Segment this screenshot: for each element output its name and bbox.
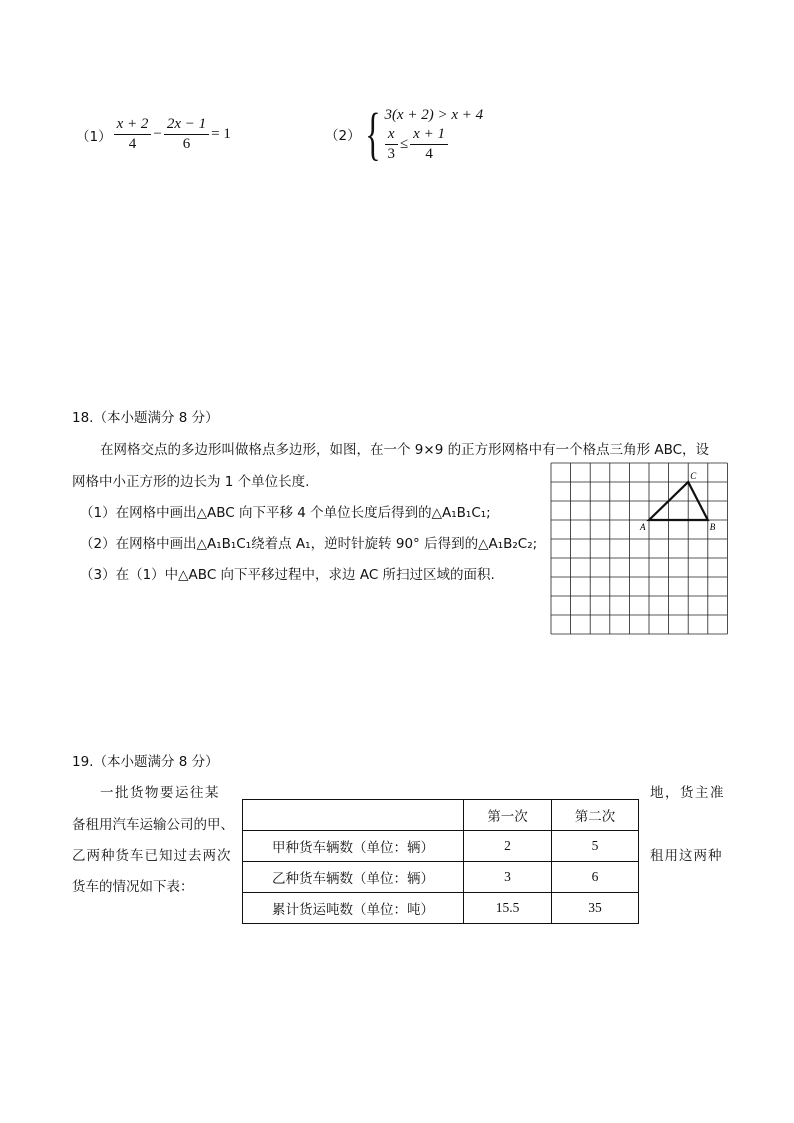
table-cell: 5 (552, 831, 639, 862)
table-cell: 15.5 (464, 893, 552, 924)
q17-part2-frac2-numerator: x + 1 (410, 126, 448, 145)
table-header-row (243, 800, 639, 831)
q17-part2-frac1-numerator: x (385, 126, 398, 145)
table-header-cell: 第二次 (552, 800, 639, 831)
table-cell: 35 (552, 893, 639, 924)
q18-item3: （3）在（1）中△ABC 向下平移过程中，求边 AC 所扫过区域的面积. (80, 567, 495, 583)
q17-part1-label: （1） (76, 128, 112, 145)
q17-part1-fraction1 (114, 116, 152, 153)
q18-item2: （2）在网格中画出△A₁B₁C₁绕着点 A₁，逆时针旋转 90° 后得到的△A₁B₂C₂; (80, 536, 538, 552)
q19-heading: 19.（本小题满分 8 分） (72, 754, 219, 770)
q19-line2-left: 备租用汽车运输公司的甲、 (72, 817, 234, 833)
vertex-label-c: C (690, 471, 697, 481)
q17-part1 (76, 116, 231, 153)
q17-part2-frac2-denominator: 4 (425, 146, 433, 162)
q17-part2-le: ≤ (399, 136, 409, 152)
table-cell: 累计货运吨数（单位：吨） (243, 893, 464, 924)
q19-line3-left: 乙两种货车已知过去两次 (72, 848, 232, 864)
q17-part1-frac1-numerator: x + 2 (114, 116, 152, 135)
q17-part2 (325, 100, 484, 166)
q17-part2-line2 (384, 126, 483, 163)
q17-part1-frac1-denominator: 4 (128, 136, 137, 152)
q18-heading: 18.（本小题满分 8 分） (72, 410, 219, 426)
vertex-label-a: A (640, 522, 646, 532)
q17-part1-rhs: = 1 (211, 126, 231, 142)
q18-intro-line2: 网格中小正方形的边长为 1 个单位长度. (72, 474, 310, 490)
q17-part2-label: （2） (325, 127, 361, 144)
table-row (243, 831, 639, 862)
q17-part2-frac-x-over-3 (384, 126, 398, 163)
table-cell: 3 (464, 862, 552, 893)
table-cell: 6 (552, 862, 639, 893)
q17-part1-fraction2 (164, 116, 209, 153)
q17-part2-brace: { (364, 100, 381, 166)
table-cell: 甲种货车辆数（单位：辆） (243, 831, 464, 862)
q17-part1-frac2-numerator: 2x − 1 (164, 116, 209, 135)
q17-part2-line1: 3(x + 2) > x + 4 (384, 107, 484, 123)
q18-item1: （1）在网格中画出△ABC 向下平移 4 个单位长度后得到的△A₁B₁C₁; (80, 505, 491, 521)
grid-lines (551, 463, 727, 634)
q17-part1-frac2-denominator: 6 (182, 136, 191, 152)
q17-part2-frac-x-plus-1-over-4 (410, 126, 448, 163)
q17-part2-frac1-denominator: 3 (387, 146, 395, 162)
table-header-cell: 第一次 (464, 800, 552, 831)
q17-part2-system (384, 104, 483, 163)
q19-line4-left: 货车的情况如下表： (72, 879, 194, 895)
q18-grid-figure (550, 462, 730, 635)
table-cell: 乙种货车辆数（单位：辆） (243, 862, 464, 893)
q19-line1-left: 一批货物要运往某 (100, 785, 220, 801)
table-row (243, 862, 639, 893)
q19-line1-right: 地，货主准 (650, 785, 725, 801)
table-header-cell (243, 800, 464, 831)
table-row (243, 893, 639, 924)
table-cell: 2 (464, 831, 552, 862)
q18-intro-line1: 在网格交点的多边形叫做格点多边形，如图，在一个 9×9 的正方形网格中有一个格点三角形 ABC，设 (100, 442, 710, 458)
q19-line3-right: 租用这两种 (650, 848, 723, 864)
q17-part1-minus: − (153, 126, 162, 142)
q19-cargo-table (242, 799, 639, 924)
vertex-label-b: B (709, 522, 716, 532)
